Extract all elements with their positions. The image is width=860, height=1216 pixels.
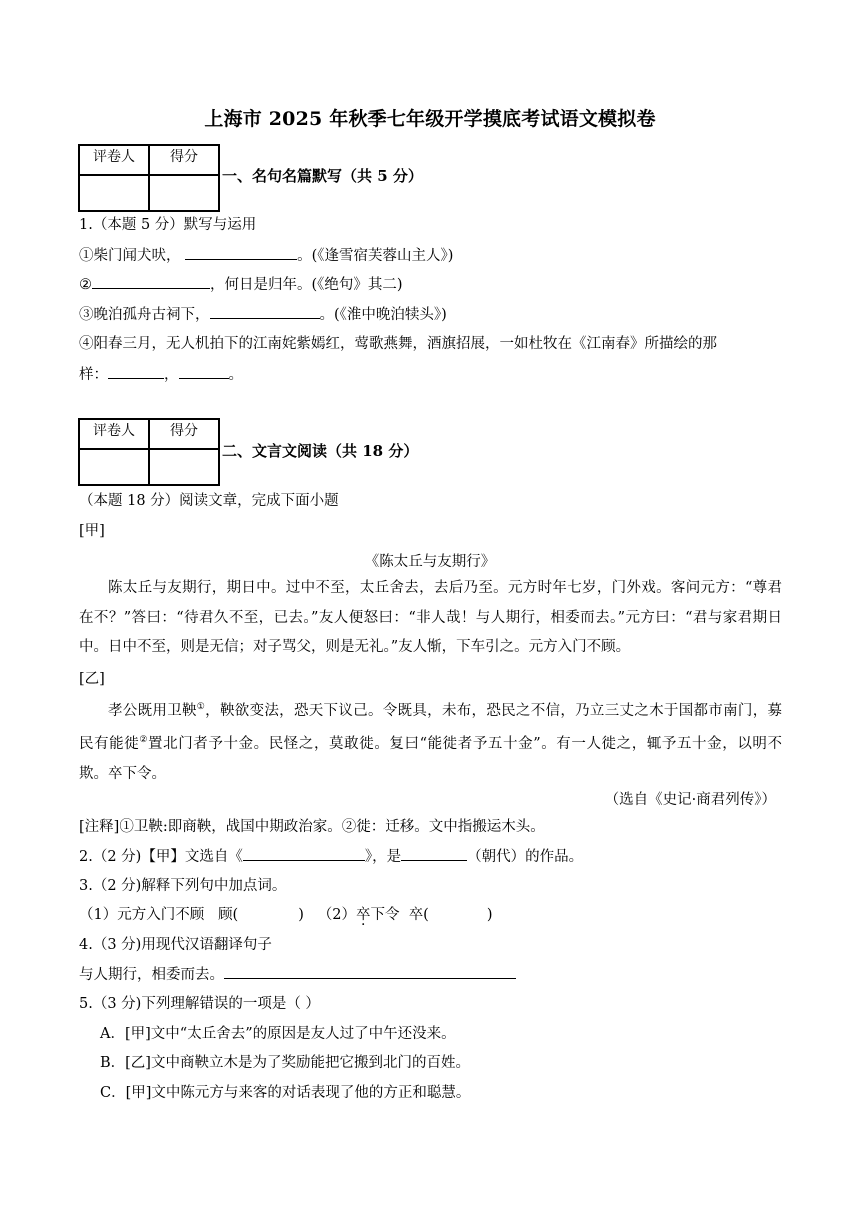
grader-header: 评卷人	[79, 419, 149, 449]
q5: 5.（3 分)下列理解错误的一项是（ ）	[79, 996, 320, 1012]
q2	[79, 846, 583, 867]
q5-option-a[interactable]: A．[甲]文中“太丘舍去”的原因是友人过了中午还没来。	[100, 1026, 456, 1042]
q5-option-c[interactable]: C．[甲]文中陈元方与来客的对话表现了他的方正和聪慧。	[100, 1085, 471, 1101]
yi-text: 孝公既用卫鞅	[108, 702, 197, 719]
answer-blank[interactable]	[92, 274, 210, 289]
q1-item2-text: ②	[79, 277, 92, 293]
answer-blank[interactable]	[185, 245, 297, 260]
q1-item3-text: ③晚泊孤舟古祠下，	[79, 307, 210, 323]
source-citation: （选自《史记·商君列传》）	[604, 792, 776, 808]
emphasis-dot-word: 卒	[355, 907, 371, 923]
jia-title: 《陈太丘与友期行》	[364, 554, 496, 570]
section1-heading: 一、名句名篇默写（共 5 分）	[222, 167, 423, 185]
paren: )	[486, 907, 493, 923]
q3-sub1: （1）元方入门不顾	[79, 907, 205, 923]
q1-item3	[79, 304, 447, 325]
q2-text: 2.（2 分)【甲】文选自《	[79, 849, 243, 865]
footnote-marker: ①	[196, 702, 206, 712]
annotation: [注释]①卫鞅:即商鞅，战国中期政治家。②徙：迁移。文中指搬运木头。	[79, 819, 545, 835]
q3-sub2: （2）	[317, 907, 356, 923]
q1-item4-line2	[79, 364, 243, 385]
period: 。	[228, 367, 243, 383]
score-cell[interactable]	[149, 175, 219, 211]
q3-sub2: 下令	[370, 907, 400, 923]
grader-header: 评卷人	[79, 145, 149, 175]
score-cell[interactable]	[149, 449, 219, 485]
q2-text: （朝代）的作品。	[467, 849, 584, 865]
q1-item4-text: 样：	[79, 367, 108, 383]
grader-cell[interactable]	[79, 449, 149, 485]
q4-sentence: 与人期行，相委而去。	[79, 967, 224, 983]
q3-subitems	[79, 905, 493, 925]
section2-heading: 二、文言文阅读（共 18 分）	[222, 442, 419, 460]
q3-sub2-word: 卒(	[408, 907, 429, 923]
yi-text: ，鞅欲变法，恐天下议己。令既具，未布，恐民之不信，乃立三丈之木于国都市南门，募民有能徙	[79, 702, 783, 753]
grader-cell[interactable]	[79, 175, 149, 211]
q3: 3.（2 分)解释下列句中加点词。	[79, 878, 287, 894]
footnote-marker: ②	[139, 735, 149, 746]
answer-blank[interactable]	[179, 364, 229, 379]
q1-stem: 1.（本题 5 分）默写与运用	[79, 217, 257, 233]
yi-label: [乙]	[79, 671, 105, 687]
paren: )	[298, 907, 304, 923]
q1-item1-text: ①柴门闻犬吠，	[79, 248, 181, 264]
q1-item2-source: ，何日是归年。(《绝句》其二)	[210, 277, 403, 293]
q1-item4-line1: ④阳春三月，无人机拍下的江南姹紫嫣红，莺歌燕舞，酒旗招展，一如杜牧在《江南春》所描绘的那	[79, 336, 717, 352]
answer-blank[interactable]	[210, 304, 320, 319]
q5-option-b[interactable]: B．[乙]文中商鞅立木是为了奖励能把它搬到北门的百姓。	[100, 1055, 470, 1071]
q1-item1	[79, 245, 453, 266]
q3-sub1-word: 顾(	[218, 907, 239, 923]
q4-sentence-row	[79, 964, 516, 985]
q1-item2	[79, 274, 403, 295]
yi-text: 置北门者予十金。民怪之，莫敢徙。复曰“能徙者予五十金”。有一人徙之，辄予五十金，以明不欺。卒下令。	[79, 736, 782, 782]
q2-text: 》，是	[364, 849, 402, 865]
q4: 4.（3 分)用现代汉语翻译句子	[79, 937, 272, 953]
q1-item3-source: 。(《淮中晚泊犊头》)	[319, 307, 447, 323]
comma: ，	[164, 367, 179, 383]
answer-blank[interactable]	[243, 846, 365, 861]
answer-blank[interactable]	[224, 964, 516, 979]
section2-intro: （本题 18 分）阅读文章，完成下面小题	[79, 493, 339, 509]
score-header: 得分	[149, 145, 219, 175]
page-title: 上海市 2025 年秋季七年级开学摸底考试语文模拟卷	[204, 108, 656, 130]
jia-passage: 陈太丘与友期行，期日中。过中不至，太丘舍去，去后乃至。元方时年七岁，门外戏。客问元方：“尊君在不？”答曰：“待君久不至，已去。”友人便怒曰：“非人哉！与人期行，相委而去。”元方曰：“君与家君期日中。日中不至，则是无信；对子骂父，则是无礼。”友人惭，下车引之。元方入门不顾。	[79, 580, 782, 655]
score-table-2	[78, 418, 220, 486]
q1-item1-source: 。(《逢雪宿芙蓉山主人》)	[297, 248, 454, 264]
yi-passage	[79, 693, 782, 789]
jia-label: [甲]	[79, 523, 105, 539]
answer-blank[interactable]	[108, 364, 164, 379]
score-table-1	[78, 144, 220, 212]
score-header: 得分	[149, 419, 219, 449]
answer-blank[interactable]	[401, 846, 467, 861]
